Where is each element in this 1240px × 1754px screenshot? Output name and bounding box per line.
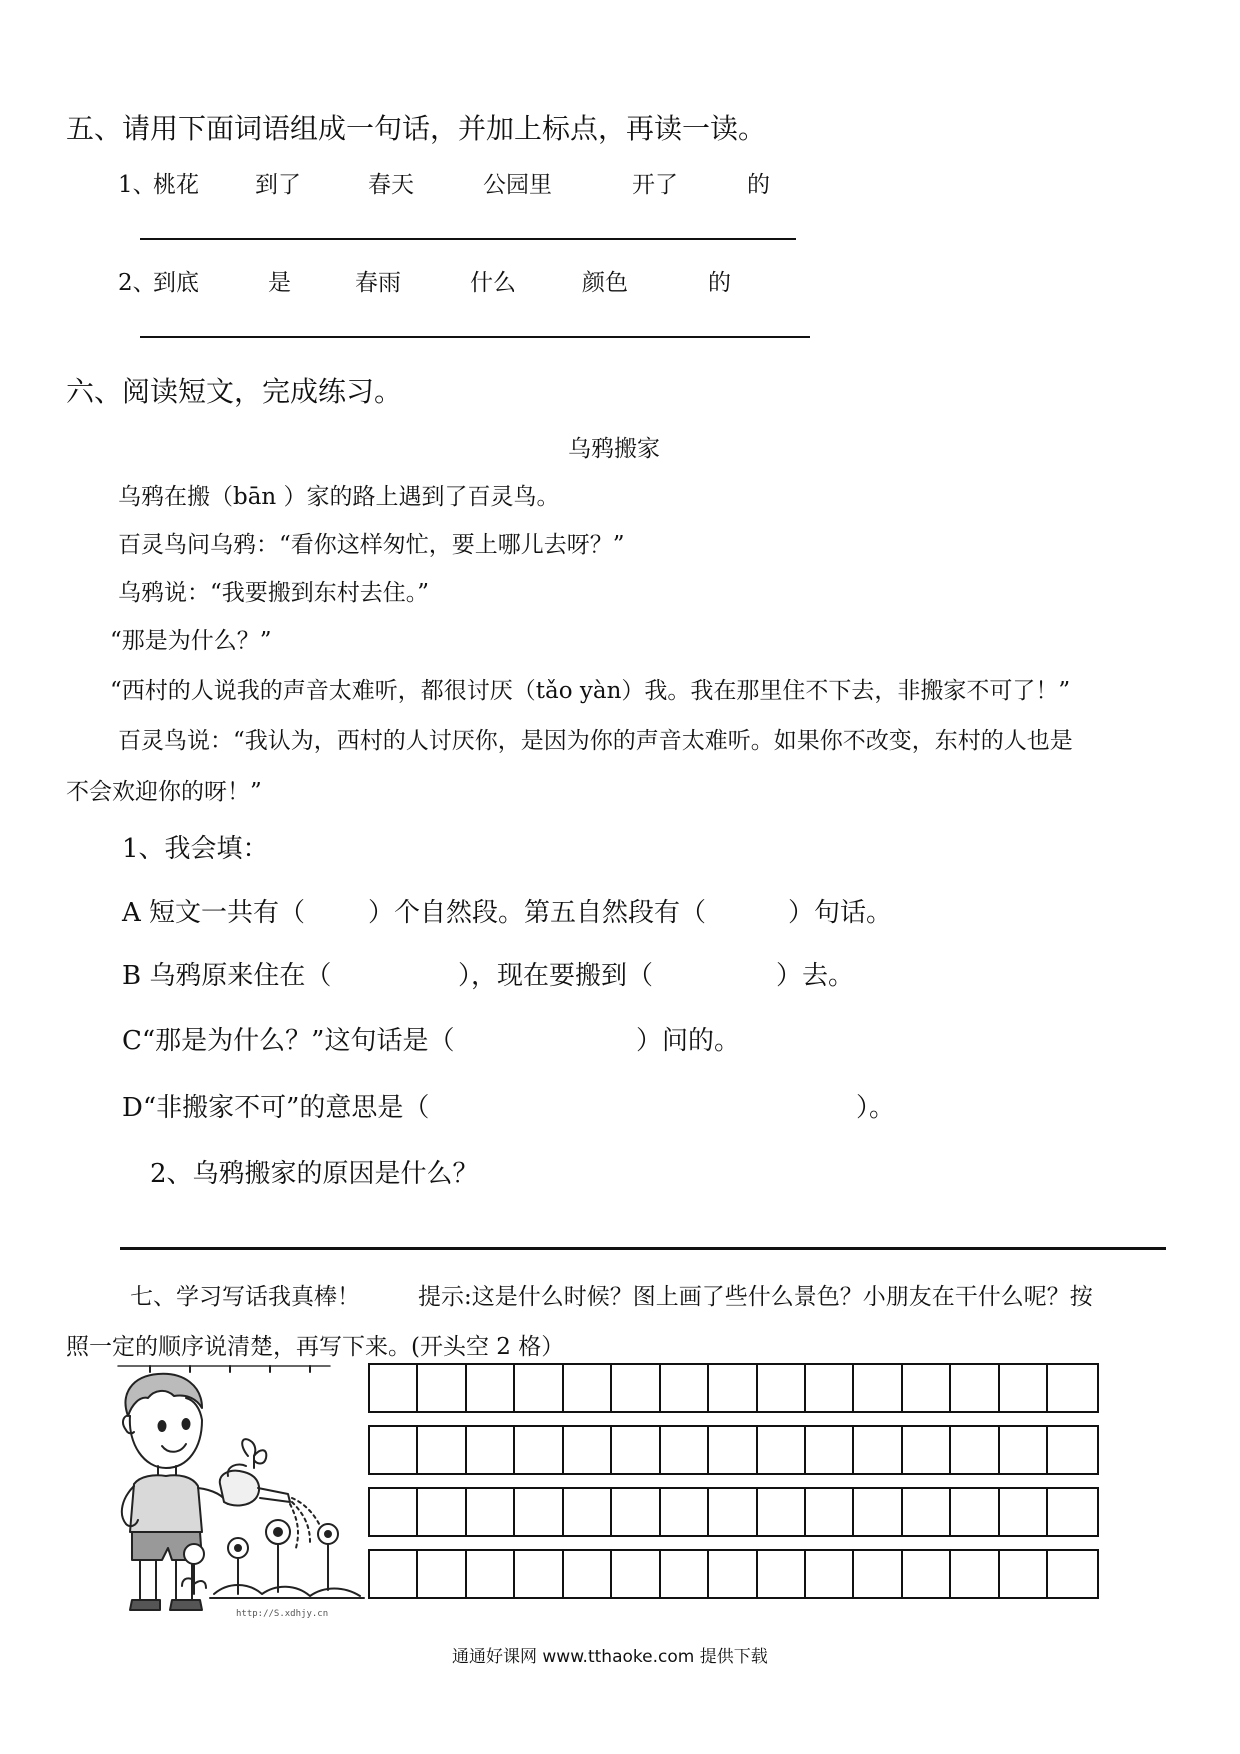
fill-d-part2: ）。: [856, 1093, 896, 1123]
grid-cell[interactable]: [758, 1427, 806, 1473]
grid-cell[interactable]: [515, 1489, 563, 1535]
section7-hint-line2: 照一定的顺序说清楚，再写下来。(开头空 2 格）: [66, 1334, 565, 1360]
grid-cell[interactable]: [418, 1489, 466, 1535]
question1-label: 1、我会填：: [122, 834, 269, 864]
fill-c-part2: ）问的。: [636, 1026, 741, 1056]
grid-cell[interactable]: [1048, 1489, 1096, 1535]
grid-cell[interactable]: [1048, 1551, 1096, 1597]
passage-line: 乌鸦说：“我要搬到东村去住。”: [118, 580, 430, 606]
grid-row: [368, 1549, 1099, 1599]
passage-line: “那是为什么？”: [110, 628, 272, 654]
grid-cell[interactable]: [612, 1427, 660, 1473]
grid-cell[interactable]: [758, 1365, 806, 1411]
grid-cell[interactable]: [854, 1427, 902, 1473]
q2-number: 2、: [118, 270, 156, 296]
q1-word: 桃花: [153, 172, 199, 198]
grid-cell[interactable]: [370, 1489, 418, 1535]
grid-cell[interactable]: [1000, 1365, 1048, 1411]
question2-label: 2、乌鸦搬家的原因是什么？: [150, 1159, 479, 1189]
grid-cell[interactable]: [661, 1365, 709, 1411]
grid-cell[interactable]: [564, 1427, 612, 1473]
q1-answer-line[interactable]: [140, 238, 796, 240]
q1-number: 1、: [118, 172, 156, 198]
q2-word: 是: [268, 270, 291, 296]
grid-cell[interactable]: [467, 1489, 515, 1535]
section6-title: 六、阅读短文，完成练习。: [66, 375, 403, 408]
grid-cell[interactable]: [1048, 1365, 1096, 1411]
passage-line: “西村的人说我的声音太难听，都很讨厌（tǎo yàn）我。我在那里住不下去，非搬家不可了！”: [110, 678, 1071, 704]
grid-cell[interactable]: [951, 1427, 999, 1473]
grid-cell[interactable]: [903, 1551, 951, 1597]
grid-cell[interactable]: [1000, 1427, 1048, 1473]
grid-cell[interactable]: [709, 1427, 757, 1473]
grid-cell[interactable]: [758, 1551, 806, 1597]
q2-word: 颜色: [582, 270, 628, 296]
grid-cell[interactable]: [612, 1365, 660, 1411]
grid-cell[interactable]: [903, 1427, 951, 1473]
grid-cell[interactable]: [951, 1489, 999, 1535]
fill-a-part3: ）句话。: [788, 898, 893, 928]
footer-text: 通通好课网 www.tthaoke.com 提供下载: [452, 1647, 768, 1667]
passage-line: 乌鸦在搬（bān ）家的路上遇到了百灵鸟。: [118, 484, 560, 510]
grid-cell[interactable]: [612, 1489, 660, 1535]
grid-cell[interactable]: [709, 1365, 757, 1411]
grid-cell[interactable]: [903, 1489, 951, 1535]
q1-word: 的: [747, 172, 770, 198]
grid-cell[interactable]: [806, 1489, 854, 1535]
grid-cell[interactable]: [564, 1551, 612, 1597]
fill-b-part1: B 乌鸦原来住在（: [122, 961, 332, 991]
grid-cell[interactable]: [709, 1551, 757, 1597]
q2-word: 的: [708, 270, 731, 296]
fill-c-part1: C“那是为什么？”这句话是（: [122, 1026, 455, 1056]
grid-cell[interactable]: [854, 1551, 902, 1597]
q2-word: 什么: [470, 270, 516, 296]
q2-word: 到底: [153, 270, 199, 296]
grid-row: [368, 1425, 1099, 1475]
fill-b-part3: ）去。: [776, 961, 855, 991]
boy-watering-flowers-illustration: [110, 1364, 372, 1620]
section7-title: 七、学习写话我真棒！: [130, 1284, 360, 1310]
grid-cell[interactable]: [758, 1489, 806, 1535]
grid-cell[interactable]: [418, 1427, 466, 1473]
grid-cell[interactable]: [515, 1427, 563, 1473]
grid-cell[interactable]: [1000, 1489, 1048, 1535]
grid-cell[interactable]: [806, 1551, 854, 1597]
grid-cell[interactable]: [854, 1489, 902, 1535]
grid-cell[interactable]: [467, 1427, 515, 1473]
grid-cell[interactable]: [564, 1365, 612, 1411]
fill-d-part1: D“非搬家不可”的意思是（: [122, 1093, 430, 1123]
grid-cell[interactable]: [661, 1551, 709, 1597]
fill-a-part2: ）个自然段。第五自然段有（: [368, 898, 707, 928]
passage-line: 不会欢迎你的呀！”: [66, 779, 262, 805]
grid-cell[interactable]: [515, 1365, 563, 1411]
q1-word: 春天: [368, 172, 414, 198]
grid-cell[interactable]: [661, 1427, 709, 1473]
question2-answer-line[interactable]: [120, 1247, 1166, 1250]
grid-cell[interactable]: [612, 1551, 660, 1597]
section5-title: 五、请用下面词语组成一句话，并加上标点，再读一读。: [66, 112, 767, 145]
grid-row: [368, 1363, 1099, 1413]
passage-title: 乌鸦搬家: [568, 436, 660, 462]
grid-cell[interactable]: [370, 1427, 418, 1473]
grid-cell[interactable]: [951, 1365, 999, 1411]
grid-cell[interactable]: [370, 1365, 418, 1411]
q2-word: 春雨: [355, 270, 401, 296]
grid-row: [368, 1487, 1099, 1537]
section7-hint-line1: 提示:这是什么时候？图上画了些什么景色？小朋友在干什么呢？按: [418, 1284, 1093, 1310]
grid-cell[interactable]: [806, 1365, 854, 1411]
grid-cell[interactable]: [709, 1489, 757, 1535]
passage-line: 百灵鸟问乌鸦：“看你这样匆忙，要上哪儿去呀？”: [118, 532, 625, 558]
grid-cell[interactable]: [903, 1365, 951, 1411]
grid-cell[interactable]: [467, 1365, 515, 1411]
fill-a-part1: A 短文一共有（: [122, 898, 306, 928]
grid-cell[interactable]: [1000, 1551, 1048, 1597]
grid-cell[interactable]: [1048, 1427, 1096, 1473]
grid-cell[interactable]: [564, 1489, 612, 1535]
fill-b-part2: ），现在要搬到（: [458, 961, 654, 991]
q1-word: 公园里: [483, 172, 552, 198]
grid-cell[interactable]: [806, 1427, 854, 1473]
grid-cell[interactable]: [418, 1551, 466, 1597]
q1-word: 到了: [255, 172, 301, 198]
grid-cell[interactable]: [418, 1365, 466, 1411]
grid-cell[interactable]: [854, 1365, 902, 1411]
q2-answer-line[interactable]: [140, 336, 810, 338]
grid-cell[interactable]: [467, 1551, 515, 1597]
watermark-text: http://S.xdhjy.cn: [236, 1609, 329, 1619]
grid-cell[interactable]: [370, 1551, 418, 1597]
grid-cell[interactable]: [951, 1551, 999, 1597]
grid-cell[interactable]: [661, 1489, 709, 1535]
grid-cell[interactable]: [515, 1551, 563, 1597]
passage-line: 百灵鸟说：“我认为，西村的人讨厌你，是因为你的声音太难听。如果你不改变，东村的人也是: [118, 728, 1073, 754]
q1-word: 开了: [632, 172, 678, 198]
